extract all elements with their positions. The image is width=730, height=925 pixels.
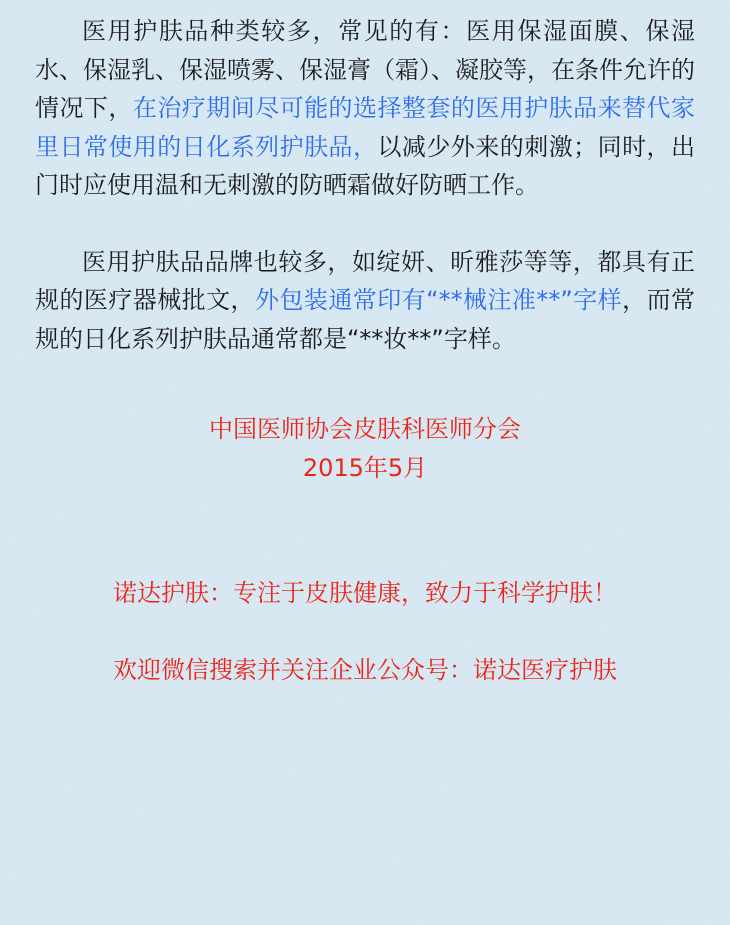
paragraph-1-highlight-advice: 在治疗期间尽可能的选择整套的医用护肤品来替代家里日常使用的日化系列护肤品， [35,94,696,161]
paragraph-2-highlight-label: 外包装通常印有“**械注准**”字样 [255,286,623,314]
paragraph-1-text-outro: 以减少外来的刺激；同时，出门时应使用温和无刺激的防晒霜做好防晒工作。 [35,132,696,199]
signature-block [35,410,695,487]
paragraph-brands [35,243,695,359]
signature-organization: 中国医师协会皮肤科医师分会 [209,415,521,443]
wechat-follow-cta: 欢迎微信搜索并关注企业公众号：诺达医疗护肤 [113,655,617,684]
paragraph-product-types [35,12,695,205]
paragraph-2-text-outro: ，而常规的日化系列护肤品通常都是“**妆**”字样。 [35,286,696,353]
brand-slogan: 诺达护肤：专注于皮肤健康，致力于科学护肤！ [113,579,617,607]
paragraph-1-text-intro: 医用护肤品种类较多，常见的有：医用保湿面膜、保湿水、保湿乳、保湿喷雾、保湿膏（霜）、凝胶等，在条件允许的情况下， [35,17,695,122]
paragraph-2-text-intro: 医用护肤品品牌也较多，如绽妍、昕雅莎等等，都具有正规的医疗器械批文， [35,247,695,314]
signature-date: 2015年5月 [302,453,428,482]
